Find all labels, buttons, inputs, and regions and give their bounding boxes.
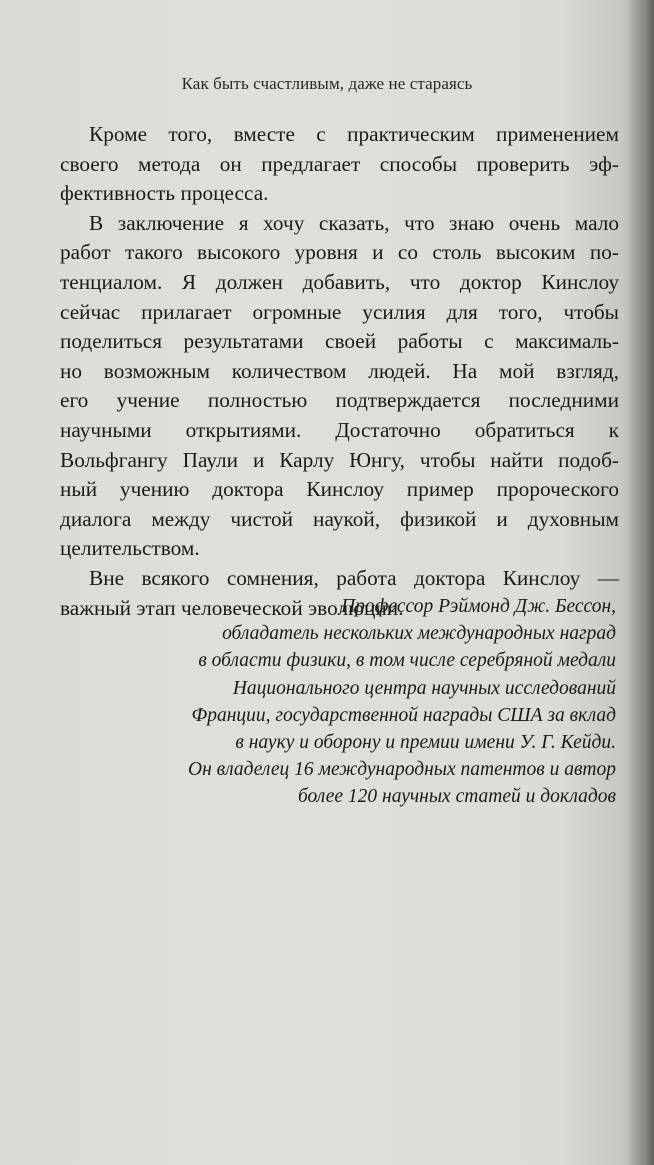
signature-line: обладатель нескольких международных наград <box>222 623 616 645</box>
text-line: ный учению доктора Кинслоу пример пророческого <box>60 477 619 502</box>
text-line: важный этап человеческой эволюции. <box>60 595 404 620</box>
signature-line: более 120 научных статей и докладов <box>297 786 616 808</box>
text-line: диалога между чистой наукой, физикой и духовным <box>60 506 619 531</box>
signature-block <box>96 593 616 811</box>
text-line: целительством. <box>60 536 200 561</box>
text-line: работ такого высокого уровня и со столь высоким по- <box>60 240 619 265</box>
text-line: поделиться результатами своей работы с максималь- <box>60 329 619 354</box>
paragraph-2 <box>60 209 619 564</box>
body-text <box>60 120 619 623</box>
text-line: Вольфгангу Паули и Карлу Юнгу, чтобы найти подоб- <box>60 447 619 472</box>
text-line: сейчас прилагает огромные усилия для того, чтобы <box>60 299 619 324</box>
signature-line: в науку и оборону и премии имени У. Г. Кейди. <box>235 732 616 754</box>
text-line: В заключение я хочу сказать, что знаю очень мало <box>89 210 619 235</box>
text-line: но возможным количеством людей. На мой взгляд, <box>60 358 619 383</box>
signature-line: в области физики, в том числе серебряной медали <box>198 650 616 672</box>
text-line: его учение полностью подтверждается последними <box>60 388 619 413</box>
spine-shadow <box>626 0 654 1165</box>
text-line: своего метода он предлагает способы проверить эф- <box>60 151 619 176</box>
signature-line: Франции, государственной награды США за вклад <box>191 704 616 726</box>
signature-line: Он владелец 16 международных патентов и автор <box>188 759 616 781</box>
signature-line: Национального центра научных исследований <box>232 677 616 699</box>
text-line: тенциалом. Я должен добавить, что доктор Кинслоу <box>60 269 619 294</box>
text-line: Кроме того, вместе с практическим применением <box>89 122 619 146</box>
signature-name: Профессор Рэймонд Дж. Бессон, <box>341 596 616 617</box>
text-line: Вне всякого сомнения, работа доктора Кинслоу — <box>89 565 619 590</box>
text-line: фективность процесса. <box>60 181 269 206</box>
text-line: научными открытиями. Достаточно обратиться к <box>60 417 619 442</box>
running-head: Как быть счастливым, даже не стараясь <box>181 74 473 93</box>
paragraph-1 <box>60 120 619 209</box>
